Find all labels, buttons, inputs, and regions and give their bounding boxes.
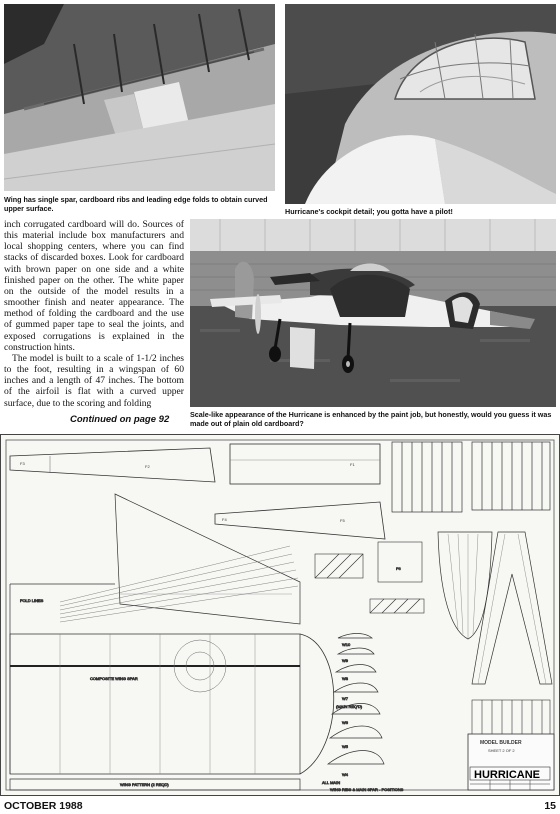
label-w4: W4 xyxy=(342,772,348,777)
label-w7: W7 xyxy=(342,696,348,701)
hurricane-model-photo xyxy=(190,219,556,407)
label-all-main: ALL MAIN xyxy=(322,780,341,785)
label-fold-lines: FOLD LINES xyxy=(20,598,44,603)
hurricane-photo-caption: Scale-like appearance of the Hurricane is enhanced by the paint job, but honestly, would you guess it was made out of plain old cardboard? xyxy=(190,410,552,428)
title-block-brand: MODEL BUILDER xyxy=(480,740,522,746)
article-paragraph: The model is built to a scale of 1-1/2 inches to the foot, resulting in a wingspan of 60 inches and a length of 47 inches. The bottom of the airfoil is flat with a curved upper surface, due to the scoring and folding xyxy=(4,352,184,409)
cockpit-photo-caption: Hurricane's cockpit detail; you gotta have a pilot! xyxy=(285,207,453,216)
label-wing-pattern: WING PATTERN (2 REQD) xyxy=(120,782,169,787)
label-w6: W6 xyxy=(342,720,348,725)
title-block-title: HURRICANE xyxy=(474,769,540,781)
title-block-sheet: SHEET 2 OF 2 xyxy=(488,748,515,753)
title-block xyxy=(468,734,554,790)
label-wing-ribs: WING RIBS & MAIN SPAR - POSITIONS xyxy=(330,787,404,792)
label-w9: W9 xyxy=(342,658,348,663)
label-f5: F5 xyxy=(340,518,345,523)
construction-plan xyxy=(0,434,560,796)
label-f3: F3 xyxy=(20,461,25,466)
article-body xyxy=(4,219,184,409)
label-f4: F4 xyxy=(222,517,227,522)
article-paragraph: inch corrugated cardboard will do. Sources of this material include box manufacturers and local shopping centers, where you can find stacks of discarded boxes. Look for cardboard with brown paper on one side and a white finished paper on the other. The white paper on the outside of the model results in a smoother finish and neater appearance. The method of folding the cardboard and the use of gummed paper tape to seal the joints, and exposed corrugations is explained in the construction hints. xyxy=(4,219,184,353)
label-f6: F6 xyxy=(396,566,401,571)
label-f1: F1 xyxy=(350,462,355,467)
continued-note: Continued on page 92 xyxy=(70,414,170,425)
label-main-req: (MAIN REQ'D) xyxy=(336,704,363,709)
label-w5: W5 xyxy=(342,744,348,749)
label-w10: W10 xyxy=(342,642,351,647)
wing-construction-photo xyxy=(4,4,275,191)
issue-date: OCTOBER 1988 xyxy=(4,800,83,812)
label-composite-spar: COMPOSITE WING SPAR xyxy=(90,676,138,681)
wing-photo-caption: Wing has single spar, cardboard ribs and leading edge folds to obtain curved upper surface. xyxy=(4,195,268,213)
label-w8: W8 xyxy=(342,676,348,681)
page-number: 15 xyxy=(544,800,556,812)
label-f2: F2 xyxy=(145,464,150,469)
cockpit-photo xyxy=(285,4,556,204)
